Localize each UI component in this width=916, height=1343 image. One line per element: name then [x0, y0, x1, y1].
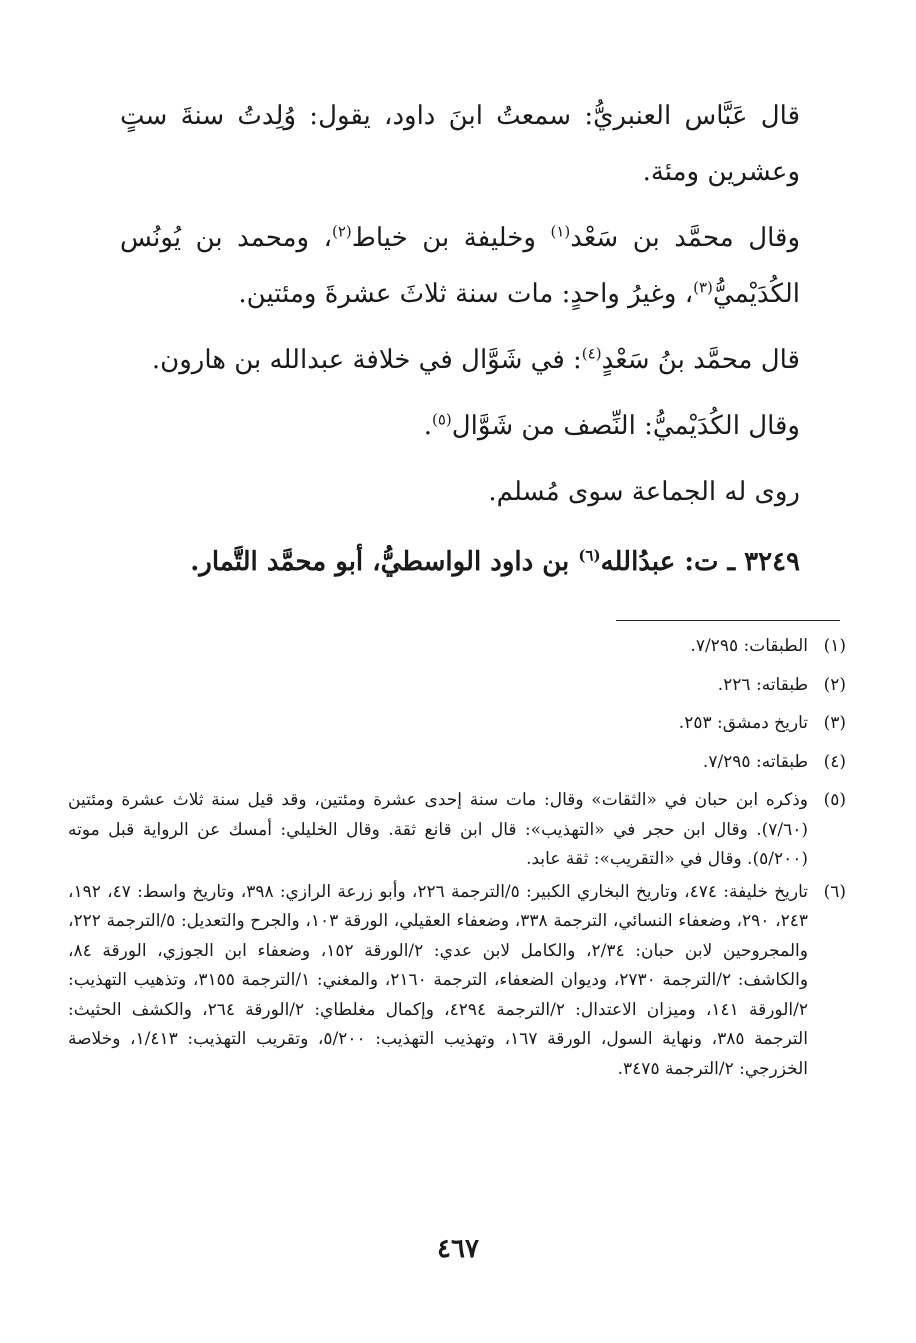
text-span: ـ ت: عبدُالله	[600, 547, 745, 577]
footnote-text: وذكره ابن حبان في «الثقات» وقال: مات سنة إحدى عشرة ومئتين، وقد قيل سنة ثلاث عشرة ومئتين (٧/٦٠). وقال ابن حجر في «التهذيب»: قال ابن قانع ثقة. وقال الخليلي: أمسك عن الرواية قبل موته (٥/٢٠٠). وقال في «التقريب»: ثقة عابد.	[68, 790, 808, 869]
footnote-text: الطبقات: ٧/٢٩٥.	[690, 636, 808, 656]
paragraph-2	[120, 210, 838, 322]
footnote-ref-5[interactable]: (٥)	[432, 410, 452, 429]
text-span: .	[423, 411, 432, 441]
text-span: وخليفة بن خياط	[351, 223, 551, 253]
biography-entry-heading	[120, 534, 838, 590]
footnote-4	[68, 748, 846, 778]
footnote-separator	[616, 620, 840, 621]
footnote-text: تاريخ دمشق: ٢٥٣.	[678, 713, 808, 733]
footnote-mark: (١)	[823, 636, 846, 656]
footnote-mark: (٣)	[823, 713, 846, 733]
text-span: ، وغيرُ واحدٍ: مات سنة ثلاثَ عشرةَ ومئتين.	[238, 279, 694, 309]
main-text	[120, 88, 838, 600]
paragraph-5: روى له الجماعة سوى مُسلم.	[488, 477, 800, 507]
footnote-mark: (٦)	[823, 881, 846, 902]
footnotes	[68, 632, 846, 1087]
footnote-ref-6[interactable]: (٦)	[578, 546, 601, 565]
footnote-2	[68, 671, 846, 701]
page-number: ٤٦٧	[437, 1234, 479, 1264]
footnote-ref-4[interactable]: (٤)	[581, 344, 602, 363]
footnote-3	[68, 709, 846, 739]
entry-number: ٣٢٤٩	[744, 547, 800, 577]
footnote-1	[68, 632, 846, 662]
footnote-ref-1[interactable]: (١)	[550, 222, 571, 241]
text-span: وقال الكُدَيْميُّ: النِّصف من شَوَّال	[451, 411, 800, 441]
paragraph-1: قال عَبَّاس العنبريُّ: سمعتُ ابنَ داود، يقول: وُلِدتُ سنةَ ستٍ وعشرين ومئة.	[120, 101, 800, 187]
paragraph-4	[120, 398, 838, 454]
footnote-mark: (٥)	[823, 790, 846, 810]
footnote-ref-2[interactable]: (٢)	[332, 222, 352, 241]
footnote-text: طبقاته: ٢٢٦.	[717, 674, 808, 695]
footnote-mark: (٤)	[823, 751, 846, 772]
footnote-text: طبقاته: ٧/٢٩٥.	[702, 751, 808, 772]
footnote-5	[68, 786, 846, 875]
text-span: ، ومحمد بن يُونُس الكُدَيْميُّ	[120, 223, 800, 309]
text-span: وقال محمَّد بن سَعْد	[570, 223, 800, 253]
text-span: بن داود الواسطيُّ، أبو محمَّد التَّمار.	[190, 547, 579, 577]
paragraph-3	[120, 332, 838, 388]
text-span: قال محمَّد بنُ سَعْدٍ	[601, 345, 800, 375]
text-span: : في شَوَّال في خلافة عبدالله بن هارون.	[151, 345, 582, 375]
footnote-6	[68, 878, 846, 1085]
footnote-mark: (٢)	[823, 674, 846, 695]
footnote-ref-3[interactable]: (٣)	[693, 278, 713, 297]
footnote-text: تاريخ خليفة: ٤٧٤، وتاريخ البخاري الكبير: ٥/الترجمة ٢٢٦، وأبو زرعة الرازي: ٣٩٨، وتاريخ واسط: ٤٧، ١٩٢، ٢٤٣، ٢٩٠، وضعفاء النسائي، الترجمة ٣٣٨، وضعفاء العقيلي، الورقة ١٠٣، والجرح والتعديل: ٥/الترجمة ٢٢٢، والمجروحين لابن حبان: ٢/٣٤، والكامل لابن عدي: ٢/الورقة ١٥٢، وضعفاء ابن الجوزي، الورقة ٨٤، والكاشف: ٢/الترجمة ٢٧٣٠، وديوان الضعفاء، الترجمة ٢١٦٠، والمغني: ١/الترجمة ٣١٥٥، وتذهيب التهذيب: ٢/الورقة ١٤١، وميزان الاعتدال: ٢/الترجمة ٤٢٩٤، وإكمال مغلطاي: ٢/الورقة ٢٦٤، والكشف الحثيث: الترجمة ٣٨٥، ونهاية السول، الورقة ١٦٧، وتهذيب التهذيب: ٥/٢٠٠، وتقريب التهذيب: ١/٤١٣، وخلاصة الخزرجي: ٢/الترجمة ٣٤٧٥.	[68, 881, 809, 1079]
